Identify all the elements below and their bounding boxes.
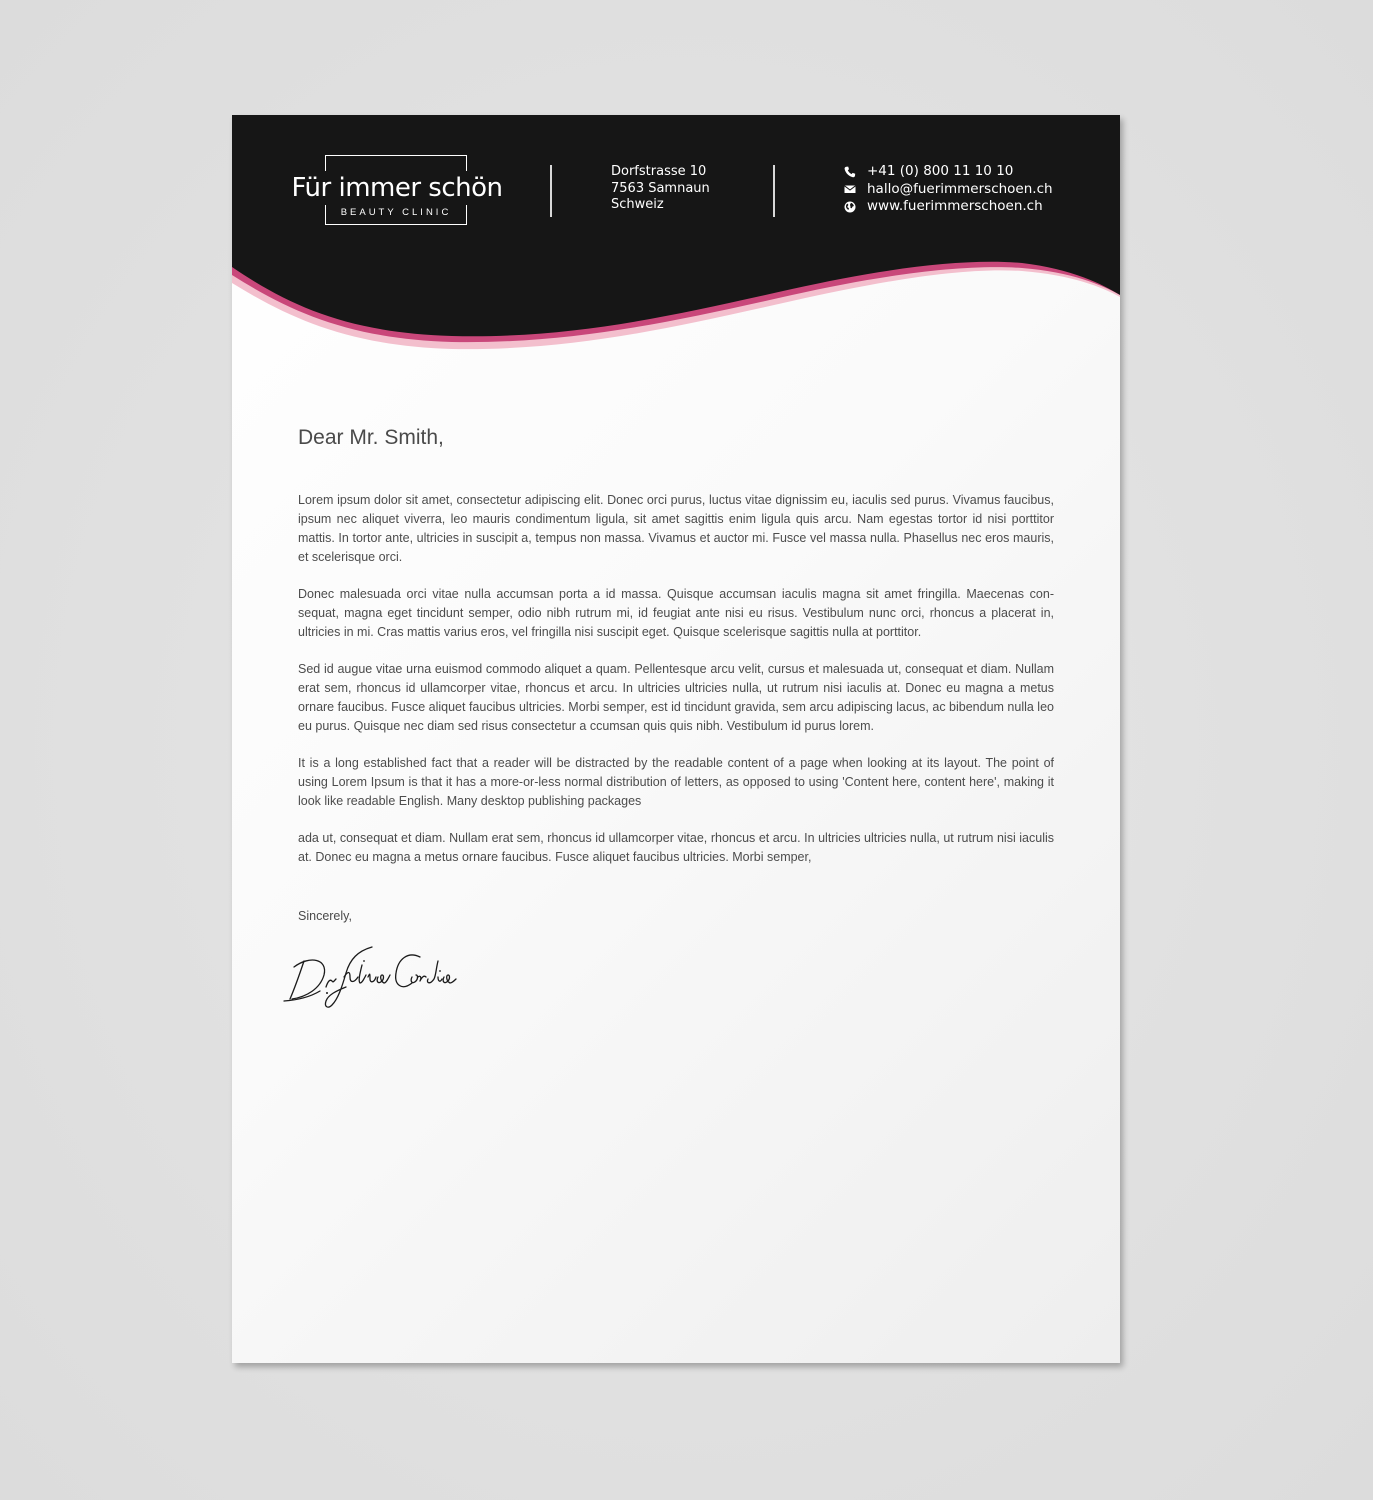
header-divider-left xyxy=(550,165,552,217)
letter-paragraph: It is a long established fact that a reader will be distracted by the readable content of a page when looking at its layout. The point of using Lorem Ipsum is that it has a more-or-less normal distribution of letters, as opposed to using 'Content here, content here', making it look like readable English. Many desktop publishing packages xyxy=(298,756,1054,808)
address-block xyxy=(611,164,710,214)
letter-paragraph: ada ut, consequat et diam. Nullam erat sem, rhoncus id ullamcorper vitae, rhoncus et arcu. In ultricies ultricies nulla, ut rutrum nisi iaculis at. Donec eu magna a metus ornare faucibus. Fusce aliquet faucibus ultricies. Morbi semper, xyxy=(298,831,1054,864)
contact-website xyxy=(844,198,1053,216)
handwritten-signature xyxy=(280,937,460,1012)
contact-email xyxy=(844,181,1053,199)
contact-email-text: hallo@fuerimmerschoen.ch xyxy=(867,180,1053,197)
letterhead-sheet xyxy=(232,115,1120,1363)
letter-paragraph: Donec malesuada orci vitae nulla accumsan porta a id massa. Quisque accumsan iaculis magna sit amet fringilla. Maecenas con-sequat, magna eget tincidunt semper, odio nibh rutrum mi, id feugiat ante nisi eu risus. Vestibulum nunc orci, rhoncus a placerat in, ultricies in mi. Cras mattis varius eros, vel fringilla nisi suscipit eget. Quisque scelerisque sagittis nulla at porttitor. xyxy=(298,587,1054,639)
globe-icon xyxy=(844,201,856,213)
mail-icon xyxy=(844,183,856,195)
letter-paragraph: Sed id augue vitae urna euismod commodo aliquet a quam. Pellentesque arcu velit, cursus et malesuada ut, consequat et diam. Nullam erat sem, rhoncus id ullamcorper vitae, rhoncus et arcu. In ultricies ultricies nulla, ut rutrum nisi iaculis at. Donec eu magna a metus ornare faucibus. Fusce aliquet faucibus ultricies. Morbi semper, est id tincidunt gravida, sem arcu adipiscing lacus, ac bibendum nulla leo eu purus. Quisque nec diam sed risus consectetur a ccumsan quis quis nibh. Vestibulum id purus lorem. xyxy=(298,662,1054,733)
logo-title: Für immer schön xyxy=(291,173,503,203)
address-country: Schweiz xyxy=(611,197,664,212)
contact-phone xyxy=(844,163,1053,181)
contact-website-text: www.fuerimmerschoen.ch xyxy=(867,198,1043,214)
contact-phone-text: +41 (0) 800 11 10 10 xyxy=(867,163,1014,179)
letter-greeting: Dear Mr. Smith, xyxy=(298,426,444,449)
header-wave-background xyxy=(232,115,1120,355)
contact-block xyxy=(844,163,1053,216)
black-header-shape xyxy=(232,115,1120,336)
letter-body xyxy=(298,491,1054,885)
header-divider-right xyxy=(773,165,775,217)
address-street: Dorfstrasse 10 xyxy=(611,164,707,179)
phone-icon xyxy=(844,166,856,178)
address-city: 7563 Samnaun xyxy=(611,180,710,196)
letter-closing: Sincerely, xyxy=(298,909,352,923)
logo-subtitle: BEAUTY CLINIC xyxy=(340,207,452,218)
letter-paragraph: Lorem ipsum dolor sit amet, consectetur adipiscing elit. Donec orci purus, luctus vitae dignissim eu, iaculis sed purus. Vivamus faucibus, ipsum nec aliquet viverra, leo mauris condimentum ligula, sit amet sagittis enim ligula quis arcu. Nam egestas tortor id nisi porttitor mattis. In tortor ante, ultricies in suscipit a, tempus non massa. Vivamus et auctor mi. Fusce vel massa nulla. Phasellus nec eros mauris, et scelerisque orci. xyxy=(298,493,1054,564)
